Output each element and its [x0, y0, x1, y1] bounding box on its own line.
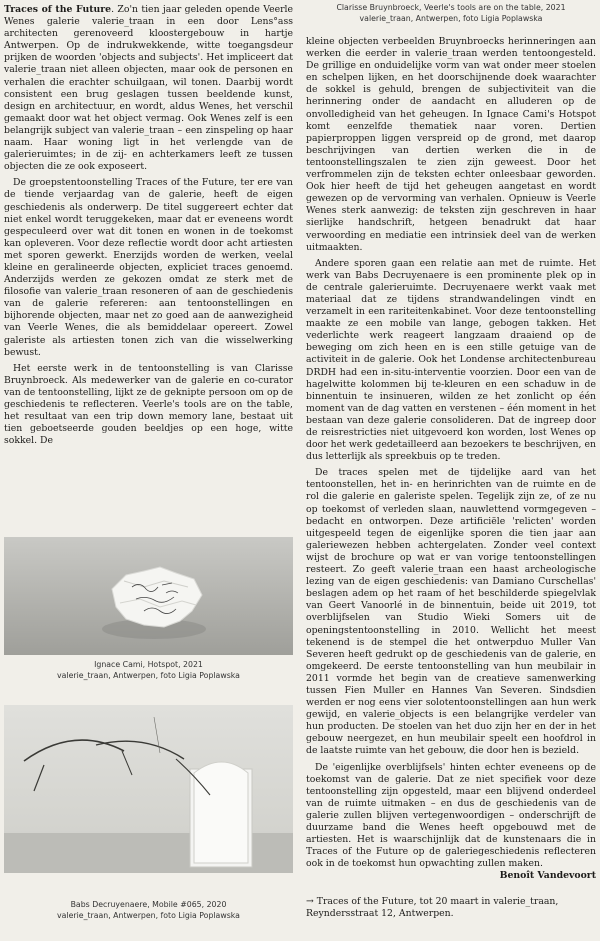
hotspot-photo — [4, 537, 293, 655]
crumpled-paper-image — [4, 537, 293, 655]
left-column — [4, 4, 293, 451]
hotspot-caption — [4, 660, 293, 681]
mobile-caption — [4, 900, 293, 921]
author-name: Benoît Vandevoort — [499, 870, 596, 882]
paragraph — [306, 761, 596, 882]
caption-line: Clarisse Bruynbroeck, Veerle's tools are on the table, 2021 — [336, 3, 566, 12]
mobile-photo — [4, 705, 293, 873]
exhibition-info: → Traces of the Future, tot 20 maart in valerie_traan, Reyndersstraat 12, Antwerpen. — [306, 896, 559, 919]
paragraph: De traces spelen met de tijdelijke aard van het tentoonstellen, het in- en herinrichten van de ruimte en de rol die galerie en galeriste spelen. Tegelijk zijn ze, of ze nu op toekomst of verleden slaan, nauwlettend vormgegeven – bedacht en ontworpen. Deze artificiële 'relicten' worden uitgespeeld tegen de eigenlijke sporen die tien jaar aan galeriewezen hebben achtergelaten. Zonder veel context wijst de brochure op wat er van vorige tentoonstellingen resteert. Zo geeft valerie_traan een haast archeologische lezing van de eigen geschiedenis: van Damiano Curschellas' beslagen adem op het raam of het beschilderde spiegelvlak van Geert Vanoorlé in de binnentuin, beide uit 2019, tot overblijfselen van Studio Wieki Somers uit de openingstentoonstelling in 2010. Wellicht het meest tekenend is de stempel die het ontwerpduo Muller Van Severen heeft gedrukt op de geschiedenis van de galerie, en omgekeerd. De eerste tentoonstelling van hun meubilair in 2011 vormde het begin van de creatieve samenwerking tussen Fien Muller en Hannes Van Severen. Sindsdien werden er nog eens vier solotentoonstellingen aan hun werk gewijd, en valerie_objects is een belangrijke verdeler van hun producten. De stoelen van het duo zijn her en der in het gebouw neergezet, en hun meubilair speelt een hoofdrol in de laatste ruimte van het gebouw, die door hen is bezield. — [306, 467, 596, 757]
paragraph: kleine objecten verbeelden Bruynbroecks herinneringen aan werken die eerder in valerie_traan werden tentoongesteld. De grillige en onduidelijke vorm van wat onder meer stoelen en schelpen lijken, en het doorschijnende doek waarachter de sokkel is gehuld, brengen de subjectiviteit van die herinnering onder de aandacht en alluderen op de onvolledigheid van het geheugen. In Ignace Cami's Hotspot komt eenzelfde thematiek naar voren. Dertien papierproppen liggen verspreid op de grond, met daarop beschrijvingen van dertien werken die in de tentoonstellingszalen te zien zijn geweest. Door het verfrommelen zijn de teksten echter onleesbaar geworden. Ook hier heeft de tijd het geheugen aangetast en wordt gewezen op de vervorming van verhalen. Opnieuw is Veerle Wenes sterk aanwezig: de teksten zijn geschreven in haar sierlijke handschrift, hetgeen benadrukt dat haar verwoording en mediatie een intrinsiek deel van de werken uitmaakten. — [306, 36, 596, 253]
paragraph-text: Zo'n tien jaar geleden opende Veerle Wenes galerie valerie_traan in een door Lens°ass architecten gerenoveerd kloostergebouw in hartje Antwerpen. Op de indrukwekkende, witte toegangsdeur prijken de woorden 'objects and subjects'. Het impliceert dat valerie_traan niet alleen objecten, maar ook de personen en verhalen die erachter schuilgaan, wil tonen. Daarbij wordt consistent een brug geslagen tussen beeldende kunst, design en architectuur, en wordt, aldus Wenes, het verschil gemaakt door wat het object vermag. Ook Wenes zelf is een belangrijk subject van valerie_traan – een zinspeling op haar naam. Haar woning ligt in het verlengde van de galerieruimtes; in de zij- en achterkamers leeft ze tussen objecten die ze ook exposeert. — [4, 4, 293, 173]
paragraph: De groepstentoonstelling Traces of the Future, ter ere van de tiende verjaardag van de galerie, heeft de eigen geschiedenis als onderwerp. De titel suggereert echter dat niet enkel wordt teruggekeken, maar dat er eveneens wordt gespeculeerd over wat dit tonen en wonen in de toekomst kan opleveren. Voor deze reflectie wordt door acht artiesten met sporen gewerkt. Enerzijds worden de werken, veelal kleine en geralineerde objecten, expliciet traces genoemd. Anderzijds werden ze gekozen omdat ze sterk met de filosofie van valerie_traan resoneren of aan de geschiedenis van de galerie refereren: aan tentoonstellingen en bijhorende objecten, maar net zo goed aan de aanwezigheid van Veerle Wenes, die als bemiddelaar opereert. Zowel galeriste als artiesten tonen zich van die wisselwerking bewust. — [4, 177, 293, 358]
intro-paragraph: Traces of the Future. Zo'n tien jaar geleden opende Veerle Wenes galerie valerie_traan in een door Lens°ass architecten gerenoveerd kloostergebouw in hartje Antwerpen. Op de indrukwekkende, witte toegangsdeur prijken de woorden 'objects and subjects'. Het impliceert dat valerie_traan niet alleen objecten, maar ook de personen en verhalen die erachter schuilgaan, wil tonen. Daarbij wordt consistent een brug geslagen tussen beeldende kunst, design en architectuur, en wordt, aldus Wenes, het verschil gemaakt door wat het object vermag. Ook Wenes zelf is een belangrijk subject van valerie_traan – een zinspeling op haar naam. Haar woning ligt in het verlengde van de galerieruimtes; in de zij- en achterkamers leeft ze tussen objecten die ze ook exposeert. — [4, 4, 293, 173]
caption-line: valerie_traan, Antwerpen, foto Ligia Poplawska — [359, 13, 543, 23]
caption-line: valerie_traan, Antwerpen, foto Ligia Poplawska — [57, 670, 240, 680]
paragraph: Andere sporen gaan een relatie aan met de ruimte. Het werk van Babs Decruyenaere is een prominente plek op in de centrale galerieruimte. Decruyenaere werkt vaak met materiaal dat ze tijdens strandwandelingen vindt en verzamelt in een rariteitenkabinet. Voor deze tentoonstelling maakte ze een mobile van lange, gebogen takken. Het vederlichte werk reageert langzaam draaiend op de beweging om zich heen en is een stille getuige van de activiteit in de galerie. Ook het Londense architectenbureau DRDH had een in-situ-interventie voorzien. Door een van de hagelwitte kolommen bij te-kleuren en een schaduw in de binnentuin te insinueren, wilden ze het zonlicht op één moment van de dag vatten en verstenen – één moment in het bestaan van deze galerie consolideren. Dat de ingreep door de reisrestricties niet uitgevoerd kon worden, lost Wenes op door het werk gedetailleerd aan bezoekers te beschrijven, en dus letterlijk als spreekbuis op te treden. — [306, 257, 596, 463]
mobile-sculpture-image — [4, 705, 293, 873]
right-column — [306, 36, 596, 882]
top-photo-caption — [306, 3, 596, 24]
article-title: Traces of the Future — [4, 4, 112, 15]
caption-line: Ignace Cami, Hotspot, 2021 — [94, 660, 203, 669]
caption-line: Babs Decruyenaere, Mobile #065, 2020 — [70, 900, 227, 909]
paragraph-text: De 'eigenlijke overblijfsels' hinten echter eveneens op de toekomst van de galerie. Dat ze niet specifiek voor deze tentoonstelling zijn opgesteld, maar een blijvend onderdeel van de ruimte uitmaken – en dus de geschiedenis van de galerie zullen blijven vertegenwoordigen – onderschrijft de duurzame band die Wenes heeft opgebouwd met de artiesten. Het is waarschijnlijk dat de kunstenaars die in Traces of the Future op de galeriegeschiedenis reflecteren ook in de toekomst hun opwachting zullen maken. — [306, 761, 596, 870]
caption-line: valerie_traan, Antwerpen, foto Ligia Poplawska — [57, 910, 240, 920]
paragraph: Het eerste werk in de tentoonstelling is van Clarisse Bruynbroeck. Als medewerker van de galerie en co-curator van de tentoonstelling, lijkt ze de geknipte persoon om op de geschiedenis te reflecteren. Veerle's tools are on the table, het resultaat van een trip down memory lane, bestaat uit tien geboetseerde gouden beeldjes op een hoge, witte sokkel. De — [4, 362, 293, 447]
